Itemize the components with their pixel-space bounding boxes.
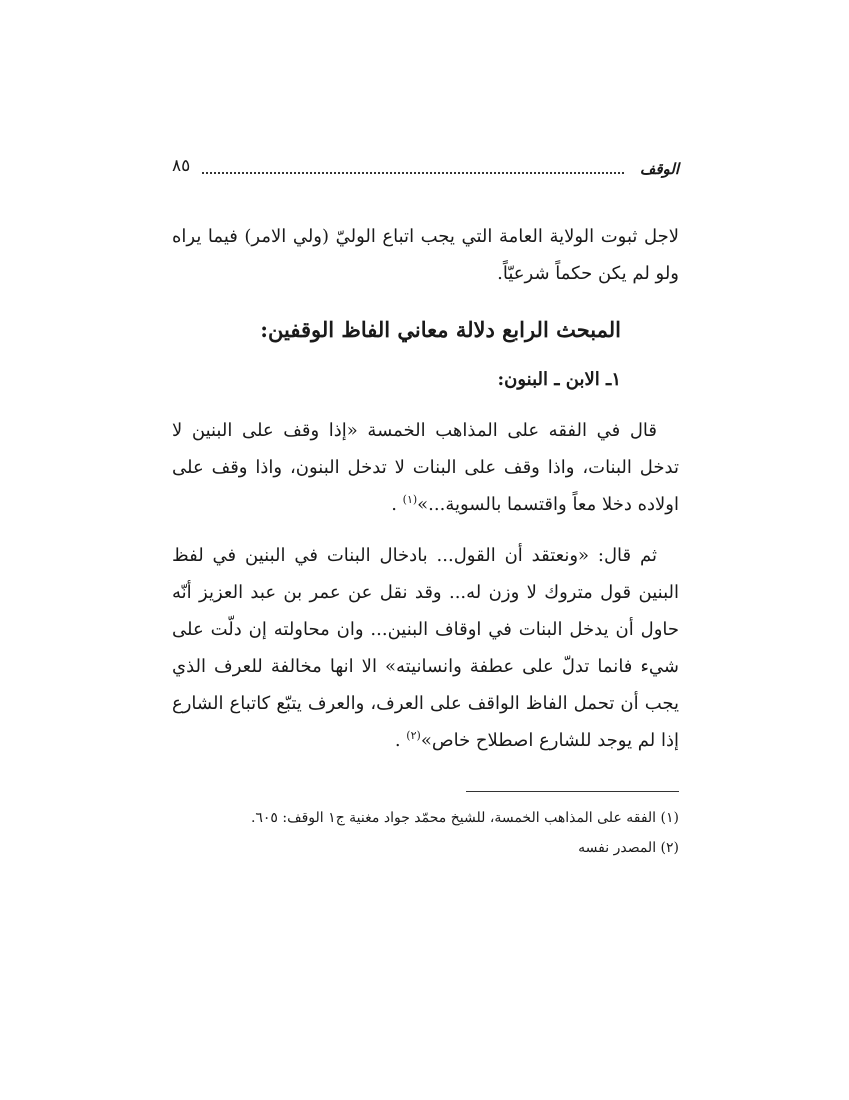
comment-end: . [394,730,407,751]
quote-end: . [391,494,403,515]
comment-text: ثم قال: «ونعتقد أن القول... بادخال البنات في البنين في لفظ البنين قول متروك لا وزن له... وقد نقل عن عمر بن عبد العزيز أنّه حاول أن يدخل البنات في اوقاف البنين... وان محاولته إن دلّت على شيء فانما تدلّ على عطفة وانسانيته» الا انها مخالفة للعرف الذي يجب أن تحمل الفاظ الواقف على العرف، والعرف يتبّع كاتباع الشارع إذا لم يوجد للشارع اصطلاح خاص» [172,545,679,751]
footnote-separator [466,791,679,792]
book-page [172,150,679,856]
section-title: المبحث الرابع دلالة معاني الفاظ الوقفين: [260,317,621,342]
footnote-ref-2: (٢) [406,729,421,742]
comment-paragraph [172,537,679,759]
intro-paragraph: لاجل ثبوت الولاية العامة التي يجب اتباع الوليّ (ولي الامر) فيما يراه ولو لم يكن حكماً شرعيّاً. [172,226,679,284]
footnote-2: (٢) المصدر نفسه [578,840,679,856]
footnote-1: (١) الفقه على المذاهب الخمسة، للشيخ محمّد جواد مغنية ج١ الوقف: ٦٠٥. [250,810,679,826]
quote-paragraph [172,412,679,523]
running-head [172,150,679,184]
footnote-ref-1: (١) [402,493,418,506]
quote-text: قال في الفقه على المذاهب الخمسة «إذا وقف على البنين لا تدخل البنات، واذا وقف على البنات لا تدخل البنون، واذا وقف على اولاده دخلا معاً واقتسما بالسوية...» [172,420,679,515]
paragraph-gap [172,523,679,537]
sub-title: ١ـ الابن ـ البنون: [497,369,621,390]
footnotes [172,803,679,863]
chapter-title: الوقف [639,160,679,178]
page-number: ٨٥ [172,156,191,176]
leader-dots [202,164,624,174]
